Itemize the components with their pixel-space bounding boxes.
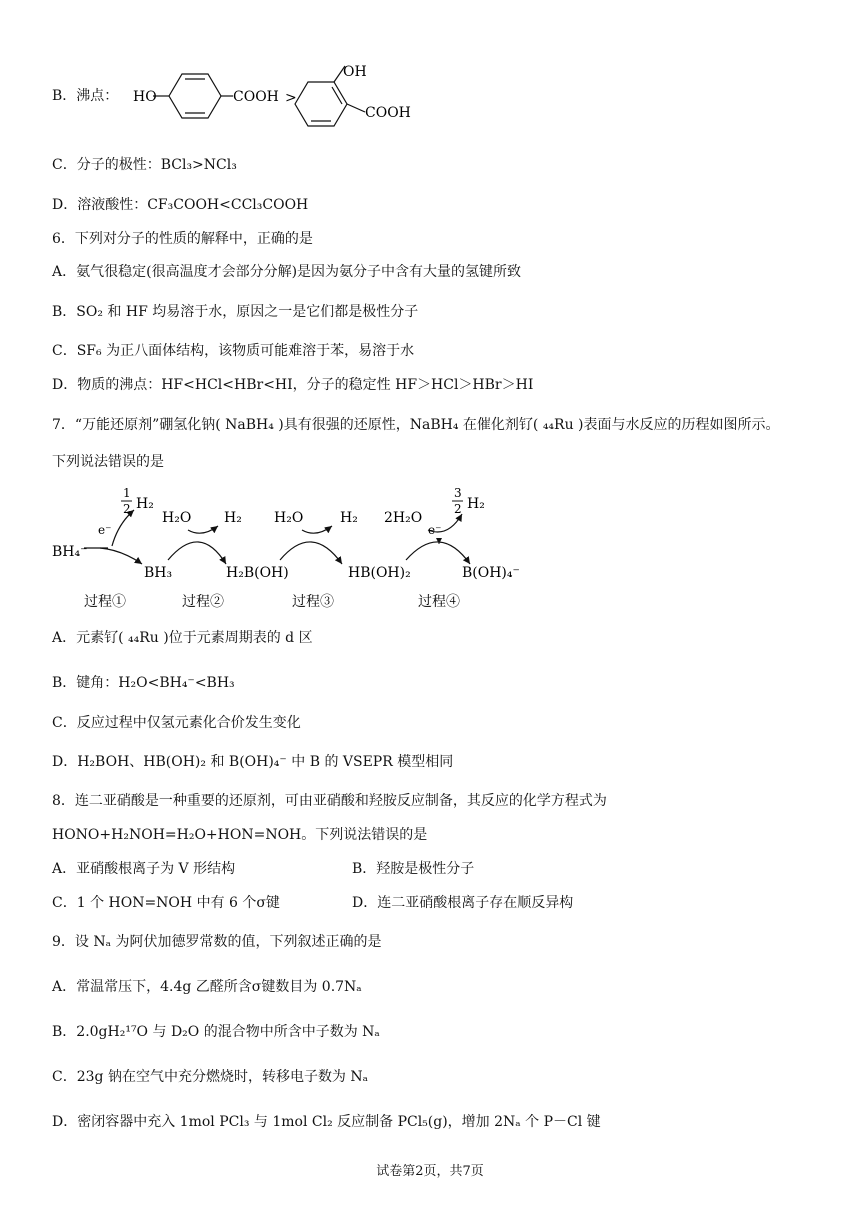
q5-boiling-point-structures bbox=[125, 62, 435, 142]
q7-reaction-pathway-diagram bbox=[50, 482, 520, 612]
q6-option-c[interactable]: C．SF₆ 为正八面体结构，该物质可能难溶于苯，易溶于水 bbox=[52, 343, 415, 359]
water-3: H₂O bbox=[274, 510, 304, 526]
h2-product-2: H₂ bbox=[224, 510, 242, 526]
mol1-ho-label: HO bbox=[133, 89, 157, 105]
q6-option-d[interactable]: D．物质的沸点：HF<HCl<HBr<HI，分子的稳定性 HF＞HCl＞HBr＞HI bbox=[52, 377, 534, 393]
q8-stem-line2: HONO+H₂NOH=H₂O+HON=NOH。下列说法错误的是 bbox=[52, 827, 428, 843]
three-half-h2-num: 3 bbox=[454, 486, 462, 500]
species-boh4-minus: B(OH)₄⁻ bbox=[462, 565, 520, 581]
q9-option-c[interactable]: C．23g 钠在空气中充分燃烧时，转移电子数为 Nₐ bbox=[52, 1069, 369, 1085]
q7-option-d[interactable]: D．H₂BOH、HB(OH)₂ 和 B(OH)₄⁻ 中 B 的 VSEPR 模型相同 bbox=[52, 754, 454, 770]
process-label-3: 过程③ bbox=[292, 594, 334, 610]
boiling-gt-sign: > bbox=[285, 90, 297, 106]
process-label-1: 过程① bbox=[84, 594, 126, 610]
process-label-4: 过程④ bbox=[418, 594, 460, 610]
mol2-oh-label: OH bbox=[343, 64, 367, 80]
species-bh4-minus: BH₄⁻ bbox=[52, 544, 88, 560]
q6-option-a[interactable]: A．氨气很稳定(很高温度才会部分分解)是因为氨分子中含有大量的氢键所致 bbox=[52, 264, 522, 280]
half-h2-den: 2 bbox=[123, 502, 131, 516]
q7-stem-line2: 下列说法错误的是 bbox=[52, 454, 164, 470]
h2-product-4: H₂ bbox=[467, 496, 485, 512]
species-hboh2: HB(OH)₂ bbox=[348, 565, 411, 581]
q9-option-b[interactable]: B．2.0gH₂¹⁷O 与 D₂O 的混合物中所含中子数为 Nₐ bbox=[52, 1024, 380, 1040]
q7-stem-line1: 7．“万能还原剂”硼氢化钠( NaBH₄ )具有很强的还原性，NaBH₄ 在催化剂钌( ₄₄Ru )表面与水反应的历程如图所示。 bbox=[52, 417, 780, 433]
q6-stem: 6．下列对分子的性质的解释中，正确的是 bbox=[52, 231, 313, 247]
half-h2-num: 1 bbox=[123, 486, 131, 500]
q5-option-b-label: B．沸点： bbox=[52, 88, 119, 104]
electron-label-4: e⁻ bbox=[428, 523, 442, 537]
process-label-2: 过程② bbox=[182, 594, 224, 610]
q9-stem: 9．设 Nₐ 为阿伏加德罗常数的值，下列叙述正确的是 bbox=[52, 934, 382, 950]
q9-option-d[interactable]: D．密闭容器中充入 1mol PCl₃ 与 1mol Cl₂ 反应制备 PCl₅(g)，增加 2Nₐ 个 P－Cl 键 bbox=[52, 1114, 601, 1130]
q7-option-c[interactable]: C．反应过程中仅氢元素化合价发生变化 bbox=[52, 715, 301, 731]
mol1-cooh-label: COOH bbox=[233, 89, 279, 105]
q5-option-c[interactable]: C．分子的极性：BCl₃>NCl₃ bbox=[52, 157, 237, 173]
electron-label-1: e⁻ bbox=[98, 523, 112, 537]
q8-option-a[interactable]: A．亚硝酸根离子为 V 形结构 bbox=[52, 861, 236, 877]
q8-stem-line1: 8．连二亚硝酸是一种重要的还原剂，可由亚硝酸和羟胺反应制备，其反应的化学方程式为 bbox=[52, 793, 607, 809]
water-2: H₂O bbox=[162, 510, 192, 526]
q5-option-d[interactable]: D．溶液酸性：CF₃COOH<CCl₃COOH bbox=[52, 197, 309, 213]
q9-option-a[interactable]: A．常温常压下，4.4g 乙醛所含σ键数目为 0.7Nₐ bbox=[52, 979, 362, 995]
q6-option-b[interactable]: B．SO₂ 和 HF 均易溶于水，原因之一是它们都是极性分子 bbox=[52, 304, 419, 320]
h2-product-3: H₂ bbox=[340, 510, 358, 526]
species-h2boh: H₂B(OH) bbox=[226, 565, 289, 581]
mol2-cooh-label: COOH bbox=[365, 105, 411, 121]
q5-option-b[interactable] bbox=[52, 86, 118, 106]
q7-option-b[interactable]: B．键角：H₂O<BH₄⁻<BH₃ bbox=[52, 675, 235, 691]
h2-product-1: H₂ bbox=[136, 496, 154, 512]
q7-option-a[interactable]: A．元素钌( ₄₄Ru )位于元素周期表的 d 区 bbox=[52, 630, 313, 646]
q8-option-c[interactable]: C．1 个 HON=NOH 中有 6 个σ键 bbox=[52, 895, 280, 911]
page-footer: 试卷第2页，共7页 bbox=[376, 1164, 484, 1179]
q8-option-d[interactable]: D．连二亚硝酸根离子存在顺反异构 bbox=[352, 895, 574, 911]
three-half-h2-den: 2 bbox=[454, 502, 462, 516]
species-bh3: BH₃ bbox=[144, 565, 173, 581]
q8-option-b[interactable]: B．羟胺是极性分子 bbox=[352, 861, 475, 877]
water-4: 2H₂O bbox=[384, 510, 423, 526]
